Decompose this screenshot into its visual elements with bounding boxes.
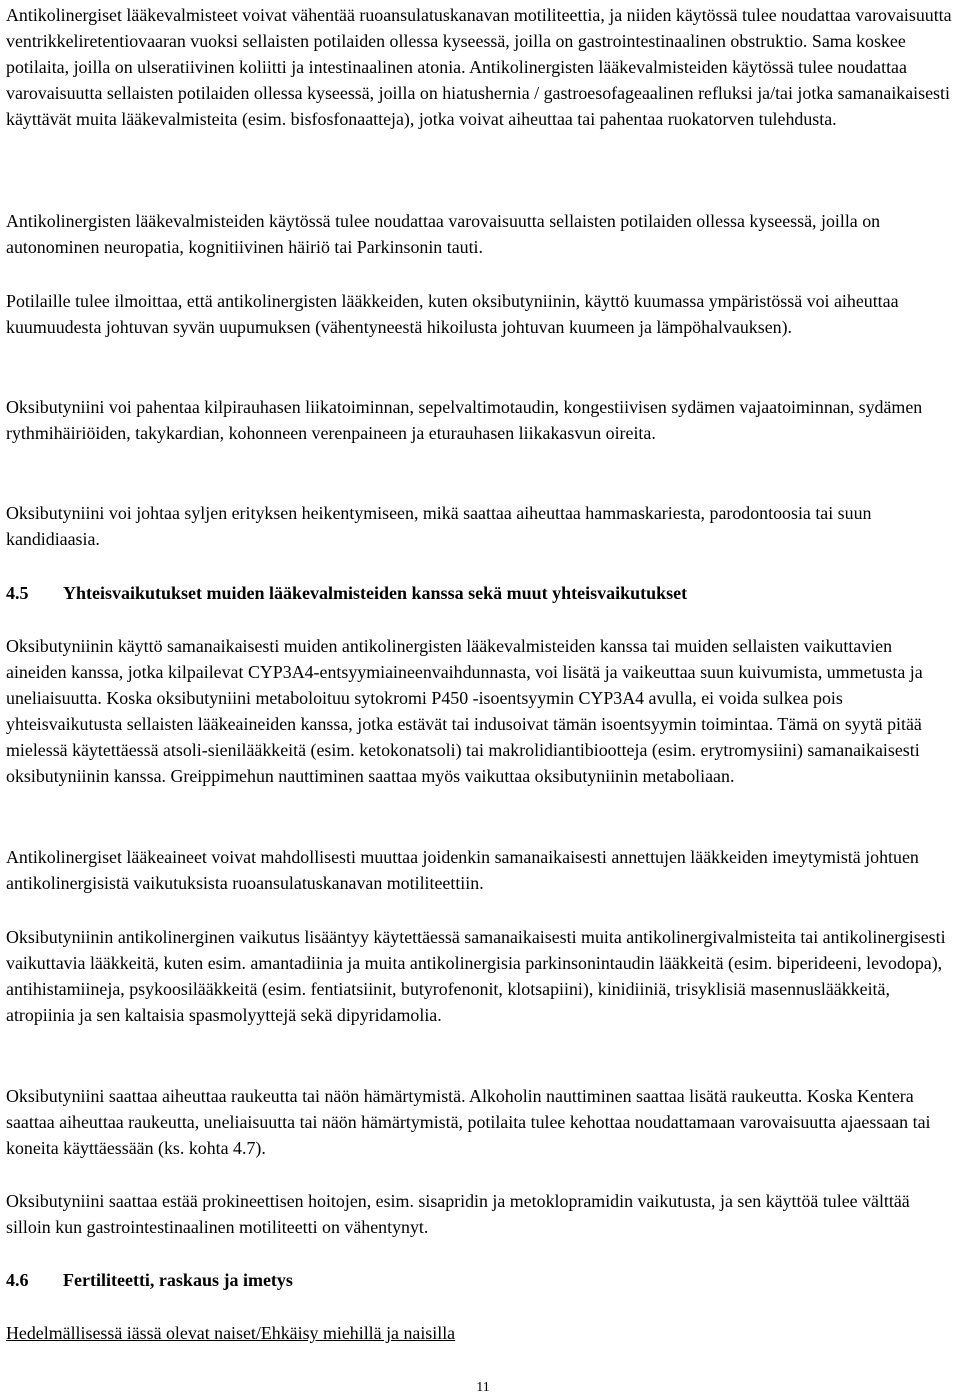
subheading-contraception: Hedelmällisessä iässä olevat naiset/Ehkäisy miehillä ja naisilla — [6, 1323, 456, 1343]
page-number: 11 — [476, 1380, 490, 1395]
section-title: Fertiliteetti, raskaus ja imetys — [63, 1270, 293, 1290]
paragraph-absorption-effects: Antikolinergiset lääkeaineet voivat mahdollisesti muuttaa joidenkin samanaikaisesti annettujen lääkkeiden imeytymistä johtuen antikolinergisistä vaikutuksista ruoansulatuskanavan motiliteettiin. — [6, 847, 919, 893]
paragraph-cyp3a4-interactions: Oksibutyniinin käyttö samanaikaisesti muiden antikolinergisten lääkevalmisteiden kanssa tai muiden sellaisten vaikuttavien aineiden kanssa, jotka kilpailevat CYP3A4-entsyymiaineenvaihdunnasta, voi lisätä ja vaikeuttaa suun kuivumista, ummetusta ja uneliaisuutta. Koska oksibutyniini metaboloituu sytokromi P450 -isoentsyymin CYP3A4 avulla, ei voida sulkea pois yhteisvaikutusta sellaisten lääkeaineiden kanssa, jotka estävät tai indusoivat tämän isoentsyymin toimintaa. Tämä on syytä pitää mielessä käytettäessä atsoli-sienilääkkeitä (esim. ketokonatsoli) tai makrolidiantibiootteja (esim. erytromysiini) samanaikaisesti oksibutyniinin kanssa. Greippimehun nauttiminen saattaa myös vaikuttaa oksibutyniinin metaboliaan. — [6, 636, 923, 786]
section-number: 4.5 — [6, 583, 29, 603]
section-heading-4-5 — [6, 580, 956, 606]
paragraph-gastrointestinal-caution: Antikolinergiset lääkevalmisteet voivat vähentää ruoansulatuskanavan motiliteettia, ja niiden käytössä tulee noudattaa varovaisuutta ventrikkeliretentiovaaran vuoksi sellaisten potilaiden ollessa kyseessä, joilla on gastrointestinaalinen obstruktio. Sama koskee potilaita, joilla on ulseratiivinen koliitti ja intestinaalinen atonia. Antikolinergisten lääkevalmisteiden käytössä tulee noudattaa varovaisuutta sellaisten potilaiden ollessa kyseessä, joilla on hiatushernia / gastroesofageaalinen refluksi ja/tai jotka samanaikaisesti käyttävät muita lääkevalmisteita (esim. bisfosfonaatteja), jotka voivat aiheuttaa tai pahentaa ruokatorven tulehdusta. — [6, 5, 952, 129]
section-heading-4-6 — [6, 1267, 956, 1293]
paragraph-heat-warning: Potilaille tulee ilmoittaa, että antikolinergisten lääkkeiden, kuten oksibutyniinin, käyttö kuumassa ympäristössä voi aiheuttaa kuumuudesta johtuvan syvän uupumuksen (vähentyneestä hikoilusta johtuvan kuumeen ja lämpöhalvauksen). — [6, 291, 899, 337]
paragraph-saliva-reduction: Oksibutyniini voi johtaa syljen erityksen heikentymiseen, mikä saattaa aiheuttaa hammaskariesta, parodontoosia tai suun kandidiaasia. — [6, 503, 872, 549]
section-title: Yhteisvaikutukset muiden lääkevalmisteiden kanssa sekä muut yhteisvaikutukset — [63, 583, 688, 603]
paragraph-neuropathy-caution: Antikolinergisten lääkevalmisteiden käytössä tulee noudattaa varovaisuutta sellaisten potilaiden ollessa kyseessä, joilla on autonominen neuropatia, kognitiivinen häiriö tai Parkinsonin tauti. — [6, 211, 881, 257]
paragraph-symptom-aggravation: Oksibutyniini voi pahentaa kilpirauhasen liikatoiminnan, sepelvaltimotaudin, kongestiivisen sydämen vajaatoiminnan, sydämen rythmihäiriöiden, takykardian, kohonneen verenpaineen ja eturauhasen liikakasvun oireita. — [6, 397, 923, 443]
paragraph-prokinetic-antagonism: Oksibutyniini saattaa estää prokineettisen hoitojen, esim. sisapridin ja metoklopramidin vaikutusta, ja sen käyttöä tulee välttää silloin kun gastrointestinaalinen motiliteetti on vähentynyt. — [6, 1191, 910, 1237]
paragraph-drowsiness-warning: Oksibutyniini saattaa aiheuttaa raukeutta tai näön hämärtymistä. Alkoholin nauttiminen saattaa lisätä raukeutta. Koska Kentera saattaa aiheuttaa raukeutta, uneliaisuutta tai näön hämärtymistä, potilaita tulee kehottaa noudattamaan varovaisuutta ajaessaan tai koneita käyttäessään (ks. kohta 4.7). — [6, 1086, 931, 1158]
paragraph-anticholinergic-potentiation: Oksibutyniinin antikolinerginen vaikutus lisääntyy käytettäessä samanaikaisesti muita antikolinergivalmisteita tai antikolinergisesti vaikuttavia lääkkeitä, kuten esim. amantadiinia ja muita antikolinergisia parkinsonintaudin lääkkeitä (esim. biperideeni, levodopa), antihistamiineja, psykoosilääkkeitä (esim. fentiatsiinit, butyrofenonit, klotsapiini), kinidiiniä, trisyklisiä masennuslääkkeitä, atropiinia ja sen kaltaisia spasmolyyttejä sekä dipyridamolia. — [6, 927, 946, 1025]
section-number: 4.6 — [6, 1270, 29, 1290]
